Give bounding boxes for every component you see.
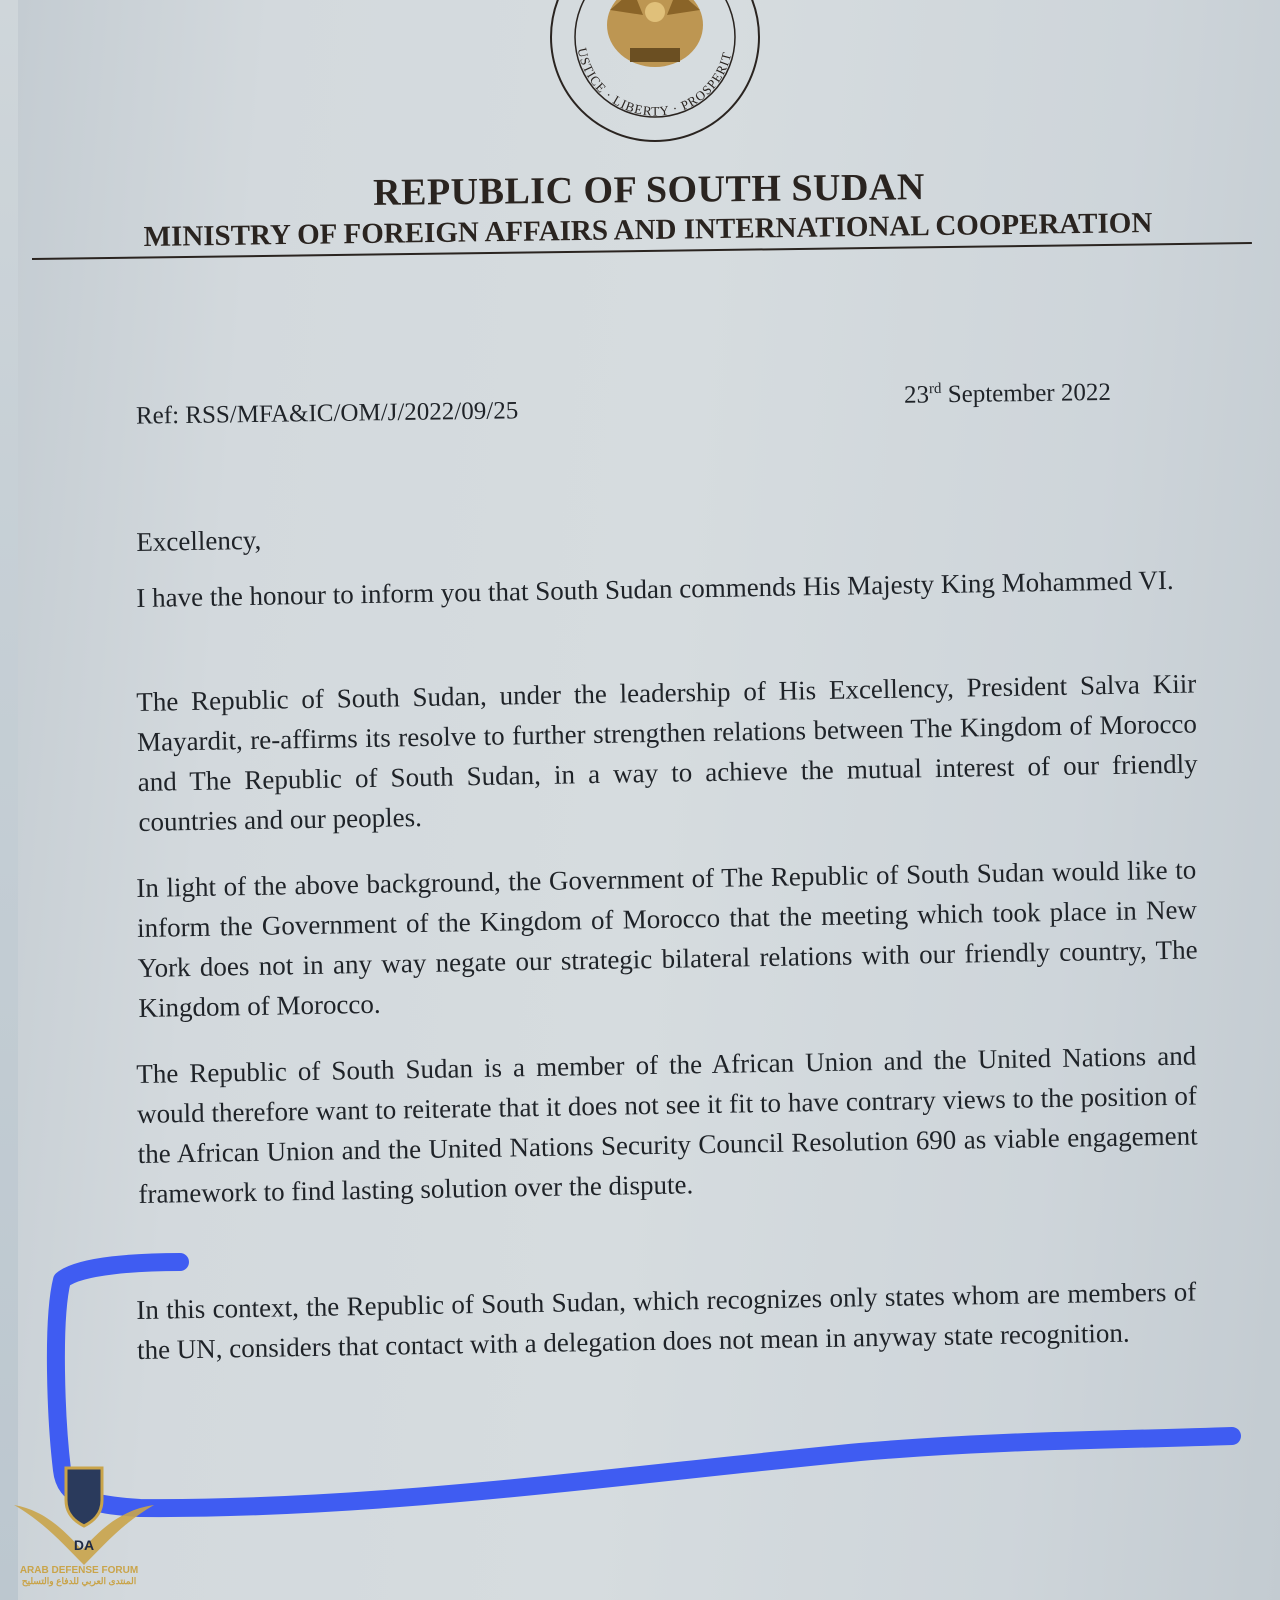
letter-date: 23rd September 2022 <box>903 378 1112 409</box>
paragraph-1: I have the honour to inform you that South Sudan commends His Majesty King Mohammed VI. <box>136 564 1174 613</box>
eagle-emblem-icon <box>607 0 703 67</box>
paragraph-5-highlighted: In this context, the Republic of South Sudan, which recognizes only states whom are members of the UN, considers that contact with a delegation does not mean in anyway state recognition. <box>136 1276 1197 1365</box>
reference-number: Ref: RSS/MFA&IC/OM/J/2022/09/25 <box>135 397 519 430</box>
salutation: Excellency, <box>136 524 262 557</box>
seal-motto: USTICE · LIBERTY · PROSPERIT <box>574 46 735 119</box>
forum-name-arabic: المنتدى العربي للدفاع والتسليح <box>21 1576 137 1586</box>
paragraph-4: The Republic of South Sudan is a member of the African Union and the United Nations and would therefore want to reiterate that it does not see it fit to have contrary views to the position of the African Union and the United Nations Security Council Resolution 690 as viable engagement framework to find lasting solution over the dispute. <box>136 1040 1198 1209</box>
national-seal <box>548 0 763 145</box>
letterhead-country: REPUBLIC OF SOUTH SUDAN <box>372 166 926 214</box>
letter-page <box>18 0 1280 1600</box>
forum-logo-initials: DA <box>73 1537 95 1553</box>
letterhead-ministry: MINISTRY OF FOREIGN AFFAIRS AND INTERNATIONAL COOPERATION <box>143 206 1153 254</box>
forum-name <box>4 1565 154 1587</box>
forum-name-english: ARAB DEFENSE FORUM <box>19 1565 139 1576</box>
paragraph-2: The Republic of South Sudan, under the leadership of His Excellency, President Salva Kiir Mayardit, re-affirms its resolve to further strengthen relations between The Kingdom of Morocco and The Republic of South Sudan, in a way to achieve the mutual interest of our friendly countries and our peoples. <box>136 668 1198 837</box>
paragraph-3: In light of the above background, the Government of The Republic of South Sudan would like to inform the Government of the Kingdom of Morocco that the meeting which took place in New York does not in any way negate our strategic bilateral relations with our friendly country, The Kingdom of Morocco. <box>136 854 1198 1023</box>
